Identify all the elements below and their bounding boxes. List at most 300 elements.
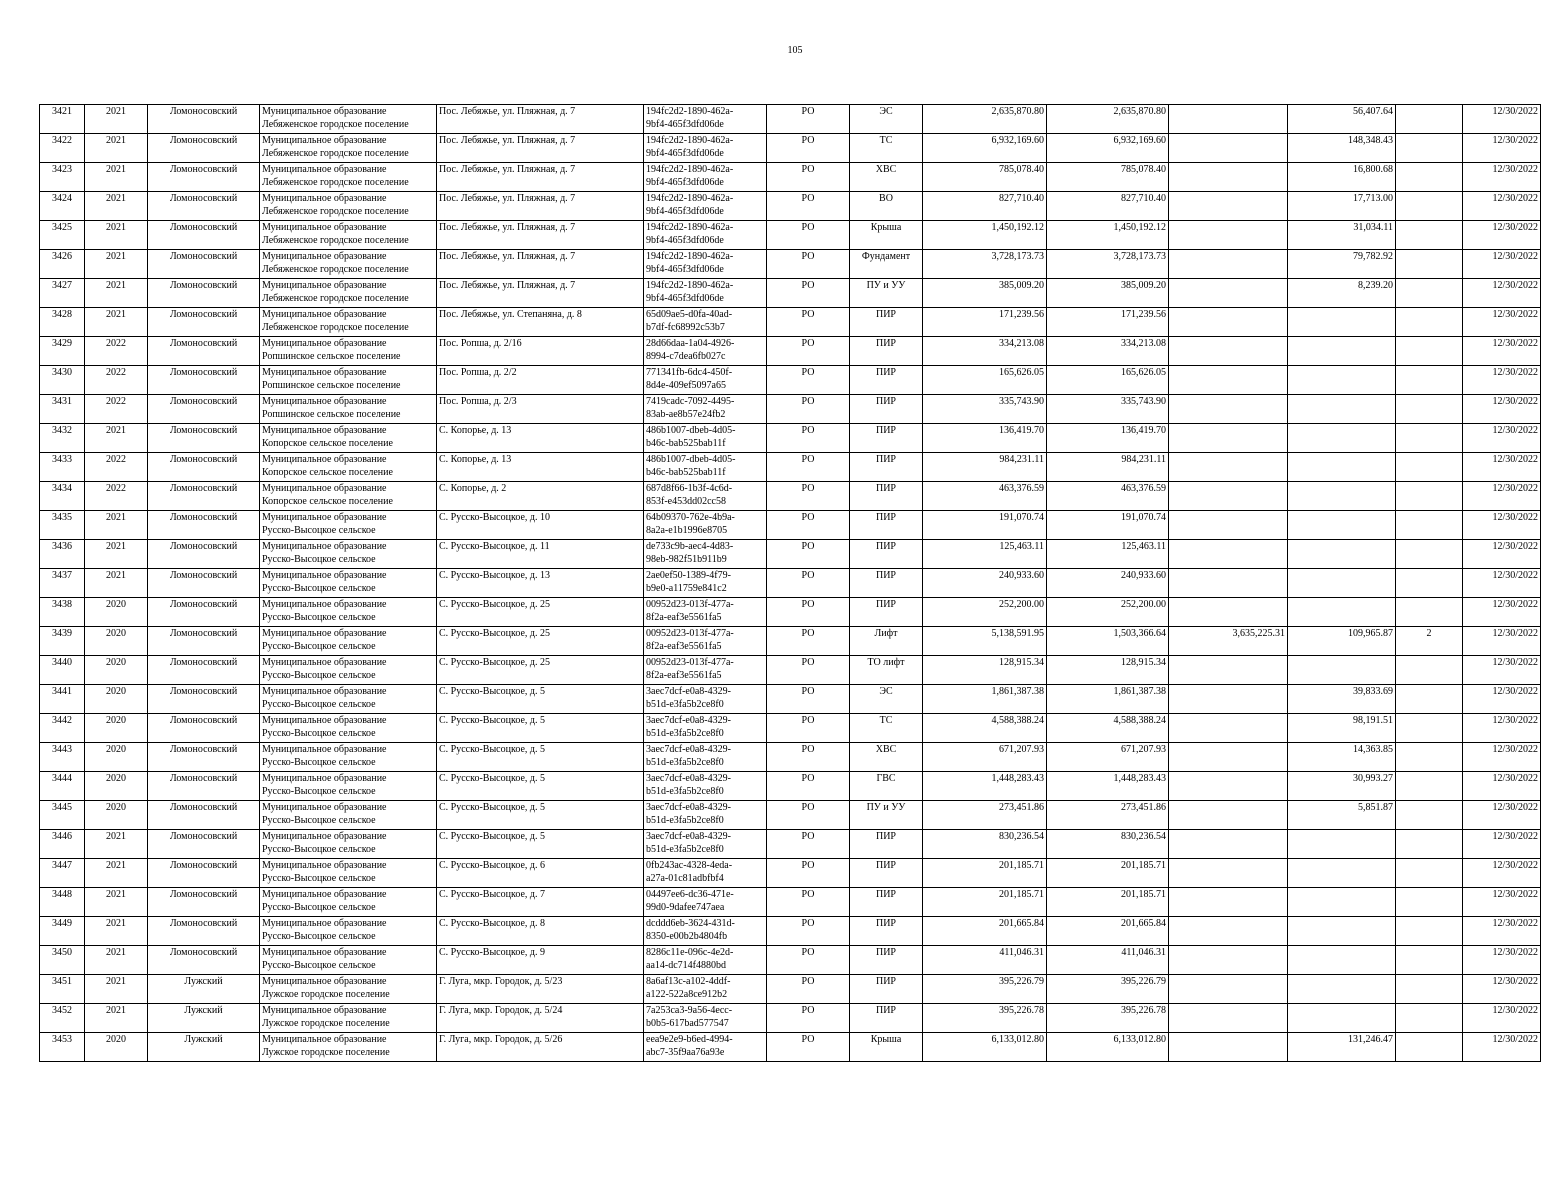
table-row bbox=[40, 453, 1541, 482]
program-type-cell: РО bbox=[767, 105, 850, 134]
program-type-cell: РО bbox=[767, 453, 850, 482]
cost-b-cell bbox=[1169, 656, 1288, 685]
cost-b-cell bbox=[1169, 598, 1288, 627]
row-number: 3429 bbox=[40, 337, 85, 366]
year-cell: 2021 bbox=[85, 192, 148, 221]
cost-c-cell bbox=[1288, 308, 1396, 337]
row-number: 3430 bbox=[40, 366, 85, 395]
house-uuid-cell: de733c9b-aec4-4d83- 98eb-982f51b911b9 bbox=[644, 540, 767, 569]
program-type-cell: РО bbox=[767, 888, 850, 917]
work-type-cell: ПУ и УУ bbox=[850, 801, 923, 830]
program-type-cell: РО bbox=[767, 366, 850, 395]
year-cell: 2021 bbox=[85, 917, 148, 946]
house-uuid-cell: 7a253ca3-9a56-4ecc- b0b5-617bad577547 bbox=[644, 1004, 767, 1033]
row-number: 3450 bbox=[40, 946, 85, 975]
work-type-cell: ПИР bbox=[850, 511, 923, 540]
cost-c-cell bbox=[1288, 366, 1396, 395]
house-uuid-cell: 8286c11e-096c-4e2d- aa14-dc714f4880bd bbox=[644, 946, 767, 975]
program-type-cell: РО bbox=[767, 1004, 850, 1033]
district-cell: Ломоносовский bbox=[148, 134, 260, 163]
municipality-cell: Муниципальное образование Лебяженское городское поселение bbox=[260, 192, 437, 221]
cost-c-cell bbox=[1288, 656, 1396, 685]
district-cell: Ломоносовский bbox=[148, 453, 260, 482]
program-type-cell: РО bbox=[767, 859, 850, 888]
year-cell: 2021 bbox=[85, 511, 148, 540]
program-type-cell: РО bbox=[767, 337, 850, 366]
address-cell: С. Русско-Высоцкое, д. 25 bbox=[437, 627, 644, 656]
date-cell: 12/30/2022 bbox=[1463, 163, 1541, 192]
cost-a-cell: 1,448,283.43 bbox=[1047, 772, 1169, 801]
district-cell: Ломоносовский bbox=[148, 308, 260, 337]
house-uuid-cell: 28d66daa-1a04-4926- 8994-c7dea6fb027c bbox=[644, 337, 767, 366]
address-cell: Пос. Ропша, д. 2/16 bbox=[437, 337, 644, 366]
total-cost-cell: 201,665.84 bbox=[923, 917, 1047, 946]
address-cell: Пос. Лебяжье, ул. Пляжная, д. 7 bbox=[437, 163, 644, 192]
total-cost-cell: 385,009.20 bbox=[923, 279, 1047, 308]
date-cell: 12/30/2022 bbox=[1463, 743, 1541, 772]
house-uuid-cell: 0fb243ac-4328-4eda- a27a-01c81adbfbf4 bbox=[644, 859, 767, 888]
date-cell: 12/30/2022 bbox=[1463, 772, 1541, 801]
cost-b-cell bbox=[1169, 888, 1288, 917]
row-number: 3438 bbox=[40, 598, 85, 627]
address-cell: С. Русско-Высоцкое, д. 5 bbox=[437, 830, 644, 859]
total-cost-cell: 1,861,387.38 bbox=[923, 685, 1047, 714]
year-cell: 2021 bbox=[85, 308, 148, 337]
table-row bbox=[40, 917, 1541, 946]
date-cell: 12/30/2022 bbox=[1463, 801, 1541, 830]
municipality-cell: Муниципальное образование Лебяженское городское поселение bbox=[260, 221, 437, 250]
cost-a-cell: 334,213.08 bbox=[1047, 337, 1169, 366]
cost-a-cell: 4,588,388.24 bbox=[1047, 714, 1169, 743]
table-row bbox=[40, 656, 1541, 685]
municipality-cell: Муниципальное образование Русско-Высоцкое сельское bbox=[260, 888, 437, 917]
address-cell: С. Русско-Высоцкое, д. 5 bbox=[437, 685, 644, 714]
quantity-cell bbox=[1396, 395, 1463, 424]
program-type-cell: РО bbox=[767, 250, 850, 279]
work-type-cell: ПИР bbox=[850, 917, 923, 946]
row-number: 3442 bbox=[40, 714, 85, 743]
municipality-cell: Муниципальное образование Русско-Высоцкое сельское bbox=[260, 917, 437, 946]
work-type-cell: ПИР bbox=[850, 859, 923, 888]
table-row bbox=[40, 569, 1541, 598]
house-uuid-cell: 194fc2d2-1890-462a- 9bf4-465f3dfd06de bbox=[644, 134, 767, 163]
table-row bbox=[40, 888, 1541, 917]
total-cost-cell: 411,046.31 bbox=[923, 946, 1047, 975]
cost-a-cell: 395,226.79 bbox=[1047, 975, 1169, 1004]
district-cell: Ломоносовский bbox=[148, 424, 260, 453]
work-type-cell: ПУ и УУ bbox=[850, 279, 923, 308]
cost-c-cell: 14,363.85 bbox=[1288, 743, 1396, 772]
year-cell: 2021 bbox=[85, 250, 148, 279]
district-cell: Лужский bbox=[148, 975, 260, 1004]
district-cell: Ломоносовский bbox=[148, 598, 260, 627]
cost-b-cell bbox=[1169, 308, 1288, 337]
work-type-cell: ПИР bbox=[850, 888, 923, 917]
house-uuid-cell: 00952d23-013f-477a- 8f2a-eaf3e5561fa5 bbox=[644, 627, 767, 656]
house-uuid-cell: 64b09370-762e-4b9a- 8a2a-e1b1996e8705 bbox=[644, 511, 767, 540]
total-cost-cell: 201,185.71 bbox=[923, 859, 1047, 888]
total-cost-cell: 785,078.40 bbox=[923, 163, 1047, 192]
year-cell: 2022 bbox=[85, 366, 148, 395]
row-number: 3422 bbox=[40, 134, 85, 163]
cost-a-cell: 671,207.93 bbox=[1047, 743, 1169, 772]
cost-c-cell: 131,246.47 bbox=[1288, 1033, 1396, 1062]
total-cost-cell: 395,226.79 bbox=[923, 975, 1047, 1004]
table-row bbox=[40, 743, 1541, 772]
house-uuid-cell: 687d8f66-1b3f-4c6d- 853f-e453dd02cc58 bbox=[644, 482, 767, 511]
program-type-cell: РО bbox=[767, 917, 850, 946]
cost-a-cell: 1,503,366.64 bbox=[1047, 627, 1169, 656]
house-uuid-cell: 486b1007-dbeb-4d05- b46c-bab525bab11f bbox=[644, 424, 767, 453]
year-cell: 2020 bbox=[85, 656, 148, 685]
district-cell: Ломоносовский bbox=[148, 859, 260, 888]
date-cell: 12/30/2022 bbox=[1463, 946, 1541, 975]
table-row bbox=[40, 337, 1541, 366]
date-cell: 12/30/2022 bbox=[1463, 627, 1541, 656]
row-number: 3427 bbox=[40, 279, 85, 308]
program-type-cell: РО bbox=[767, 627, 850, 656]
table-row bbox=[40, 279, 1541, 308]
cost-a-cell: 3,728,173.73 bbox=[1047, 250, 1169, 279]
district-cell: Ломоносовский bbox=[148, 337, 260, 366]
row-number: 3433 bbox=[40, 453, 85, 482]
district-cell: Ломоносовский bbox=[148, 685, 260, 714]
total-cost-cell: 1,450,192.12 bbox=[923, 221, 1047, 250]
district-cell: Ломоносовский bbox=[148, 772, 260, 801]
cost-b-cell bbox=[1169, 1004, 1288, 1033]
quantity-cell bbox=[1396, 743, 1463, 772]
cost-b-cell bbox=[1169, 424, 1288, 453]
date-cell: 12/30/2022 bbox=[1463, 105, 1541, 134]
date-cell: 12/30/2022 bbox=[1463, 888, 1541, 917]
cost-a-cell: 201,185.71 bbox=[1047, 888, 1169, 917]
work-type-cell: ПИР bbox=[850, 975, 923, 1004]
quantity-cell bbox=[1396, 1033, 1463, 1062]
row-number: 3434 bbox=[40, 482, 85, 511]
year-cell: 2020 bbox=[85, 743, 148, 772]
work-type-cell: Лифт bbox=[850, 627, 923, 656]
work-type-cell: ТС bbox=[850, 714, 923, 743]
municipality-cell: Муниципальное образование Копорское сельское поселение bbox=[260, 482, 437, 511]
date-cell: 12/30/2022 bbox=[1463, 1004, 1541, 1033]
cost-c-cell bbox=[1288, 946, 1396, 975]
total-cost-cell: 5,138,591.95 bbox=[923, 627, 1047, 656]
year-cell: 2020 bbox=[85, 1033, 148, 1062]
cost-a-cell: 125,463.11 bbox=[1047, 540, 1169, 569]
table-row bbox=[40, 1004, 1541, 1033]
row-number: 3439 bbox=[40, 627, 85, 656]
municipality-cell: Муниципальное образование Русско-Высоцкое сельское bbox=[260, 511, 437, 540]
year-cell: 2020 bbox=[85, 685, 148, 714]
date-cell: 12/30/2022 bbox=[1463, 656, 1541, 685]
cost-a-cell: 171,239.56 bbox=[1047, 308, 1169, 337]
cost-b-cell bbox=[1169, 772, 1288, 801]
table-row bbox=[40, 627, 1541, 656]
work-type-cell: ПИР bbox=[850, 453, 923, 482]
quantity-cell bbox=[1396, 946, 1463, 975]
cost-b-cell: 3,635,225.31 bbox=[1169, 627, 1288, 656]
municipality-cell: Муниципальное образование Русско-Высоцкое сельское bbox=[260, 540, 437, 569]
date-cell: 12/30/2022 bbox=[1463, 279, 1541, 308]
cost-c-cell: 30,993.27 bbox=[1288, 772, 1396, 801]
quantity-cell bbox=[1396, 598, 1463, 627]
cost-c-cell bbox=[1288, 888, 1396, 917]
cost-a-cell: 6,932,169.60 bbox=[1047, 134, 1169, 163]
total-cost-cell: 6,133,012.80 bbox=[923, 1033, 1047, 1062]
total-cost-cell: 252,200.00 bbox=[923, 598, 1047, 627]
quantity-cell bbox=[1396, 163, 1463, 192]
year-cell: 2020 bbox=[85, 598, 148, 627]
work-type-cell: ПИР bbox=[850, 569, 923, 598]
program-type-cell: РО bbox=[767, 134, 850, 163]
row-number: 3445 bbox=[40, 801, 85, 830]
program-type-cell: РО bbox=[767, 714, 850, 743]
municipality-cell: Муниципальное образование Русско-Высоцкое сельское bbox=[260, 830, 437, 859]
cost-b-cell bbox=[1169, 569, 1288, 598]
house-uuid-cell: eea9e2e9-b6ed-4994- abc7-35f9aa76a93e bbox=[644, 1033, 767, 1062]
address-cell: С. Русско-Высоцкое, д. 5 bbox=[437, 743, 644, 772]
quantity-cell bbox=[1396, 859, 1463, 888]
row-number: 3444 bbox=[40, 772, 85, 801]
program-type-cell: РО bbox=[767, 656, 850, 685]
row-number: 3447 bbox=[40, 859, 85, 888]
date-cell: 12/30/2022 bbox=[1463, 1033, 1541, 1062]
quantity-cell bbox=[1396, 1004, 1463, 1033]
date-cell: 12/30/2022 bbox=[1463, 859, 1541, 888]
year-cell: 2020 bbox=[85, 714, 148, 743]
total-cost-cell: 273,451.86 bbox=[923, 801, 1047, 830]
table-row bbox=[40, 511, 1541, 540]
work-type-cell: ПИР bbox=[850, 366, 923, 395]
table-row bbox=[40, 395, 1541, 424]
house-uuid-cell: 194fc2d2-1890-462a- 9bf4-465f3dfd06de bbox=[644, 250, 767, 279]
work-type-cell: ЭС bbox=[850, 685, 923, 714]
table-row bbox=[40, 772, 1541, 801]
house-uuid-cell: 3aec7dcf-e0a8-4329- b51d-e3fa5b2ce8f0 bbox=[644, 830, 767, 859]
cost-b-cell bbox=[1169, 917, 1288, 946]
cost-b-cell bbox=[1169, 250, 1288, 279]
date-cell: 12/30/2022 bbox=[1463, 192, 1541, 221]
district-cell: Ломоносовский bbox=[148, 714, 260, 743]
district-cell: Ломоносовский bbox=[148, 946, 260, 975]
house-uuid-cell: 65d09ae5-d0fa-40ad- b7df-fc68992c53b7 bbox=[644, 308, 767, 337]
date-cell: 12/30/2022 bbox=[1463, 134, 1541, 163]
cost-a-cell: 6,133,012.80 bbox=[1047, 1033, 1169, 1062]
year-cell: 2021 bbox=[85, 540, 148, 569]
program-type-cell: РО bbox=[767, 569, 850, 598]
district-cell: Ломоносовский bbox=[148, 830, 260, 859]
municipality-cell: Муниципальное образование Русско-Высоцкое сельское bbox=[260, 569, 437, 598]
total-cost-cell: 1,448,283.43 bbox=[923, 772, 1047, 801]
cost-c-cell: 79,782.92 bbox=[1288, 250, 1396, 279]
year-cell: 2022 bbox=[85, 395, 148, 424]
house-uuid-cell: 194fc2d2-1890-462a- 9bf4-465f3dfd06de bbox=[644, 163, 767, 192]
quantity-cell bbox=[1396, 511, 1463, 540]
page-number: 105 bbox=[787, 45, 803, 56]
program-type-cell: РО bbox=[767, 221, 850, 250]
quantity-cell bbox=[1396, 482, 1463, 511]
quantity-cell: 2 bbox=[1396, 627, 1463, 656]
row-number: 3424 bbox=[40, 192, 85, 221]
year-cell: 2021 bbox=[85, 1004, 148, 1033]
cost-c-cell bbox=[1288, 1004, 1396, 1033]
district-cell: Ломоносовский bbox=[148, 192, 260, 221]
table-row bbox=[40, 482, 1541, 511]
total-cost-cell: 201,185.71 bbox=[923, 888, 1047, 917]
total-cost-cell: 4,588,388.24 bbox=[923, 714, 1047, 743]
work-type-cell: ГВС bbox=[850, 772, 923, 801]
house-uuid-cell: 3aec7dcf-e0a8-4329- b51d-e3fa5b2ce8f0 bbox=[644, 685, 767, 714]
date-cell: 12/30/2022 bbox=[1463, 598, 1541, 627]
work-type-cell: ПИР bbox=[850, 1004, 923, 1033]
municipality-cell: Муниципальное образование Русско-Высоцкое сельское bbox=[260, 685, 437, 714]
year-cell: 2021 bbox=[85, 946, 148, 975]
cost-b-cell bbox=[1169, 192, 1288, 221]
quantity-cell bbox=[1396, 888, 1463, 917]
address-cell: Пос. Ропша, д. 2/3 bbox=[437, 395, 644, 424]
quantity-cell bbox=[1396, 714, 1463, 743]
program-type-cell: РО bbox=[767, 946, 850, 975]
table-row bbox=[40, 424, 1541, 453]
year-cell: 2021 bbox=[85, 424, 148, 453]
municipality-cell: Муниципальное образование Русско-Высоцкое сельское bbox=[260, 714, 437, 743]
cost-b-cell bbox=[1169, 946, 1288, 975]
municipality-cell: Муниципальное образование Русско-Высоцкое сельское bbox=[260, 859, 437, 888]
municipality-cell: Муниципальное образование Ропшинское сельское поселение bbox=[260, 395, 437, 424]
cost-c-cell bbox=[1288, 424, 1396, 453]
work-type-cell: ПИР bbox=[850, 598, 923, 627]
date-cell: 12/30/2022 bbox=[1463, 453, 1541, 482]
address-cell: Г. Луга, мкр. Городок, д. 5/23 bbox=[437, 975, 644, 1004]
total-cost-cell: 2,635,870.80 bbox=[923, 105, 1047, 134]
address-cell: С. Русско-Высоцкое, д. 6 bbox=[437, 859, 644, 888]
cost-b-cell bbox=[1169, 337, 1288, 366]
date-cell: 12/30/2022 bbox=[1463, 221, 1541, 250]
cost-a-cell: 463,376.59 bbox=[1047, 482, 1169, 511]
address-cell: С. Русско-Высоцкое, д. 7 bbox=[437, 888, 644, 917]
date-cell: 12/30/2022 bbox=[1463, 511, 1541, 540]
date-cell: 12/30/2022 bbox=[1463, 917, 1541, 946]
cost-c-cell bbox=[1288, 917, 1396, 946]
year-cell: 2021 bbox=[85, 105, 148, 134]
house-uuid-cell: dcddd6eb-3624-431d- 8350-e00b2b4804fb bbox=[644, 917, 767, 946]
district-cell: Ломоносовский bbox=[148, 482, 260, 511]
date-cell: 12/30/2022 bbox=[1463, 569, 1541, 598]
total-cost-cell: 984,231.11 bbox=[923, 453, 1047, 482]
cost-a-cell: 335,743.90 bbox=[1047, 395, 1169, 424]
work-type-cell: Фундамент bbox=[850, 250, 923, 279]
work-type-cell: ПИР bbox=[850, 830, 923, 859]
year-cell: 2021 bbox=[85, 975, 148, 1004]
municipality-cell: Муниципальное образование Русско-Высоцкое сельское bbox=[260, 627, 437, 656]
house-uuid-cell: 194fc2d2-1890-462a- 9bf4-465f3dfd06de bbox=[644, 192, 767, 221]
quantity-cell bbox=[1396, 105, 1463, 134]
total-cost-cell: 125,463.11 bbox=[923, 540, 1047, 569]
quantity-cell bbox=[1396, 569, 1463, 598]
program-type-cell: РО bbox=[767, 540, 850, 569]
cost-a-cell: 201,665.84 bbox=[1047, 917, 1169, 946]
municipality-cell: Муниципальное образование Русско-Высоцкое сельское bbox=[260, 772, 437, 801]
cost-c-cell bbox=[1288, 482, 1396, 511]
cost-c-cell bbox=[1288, 830, 1396, 859]
row-number: 3440 bbox=[40, 656, 85, 685]
table-row bbox=[40, 250, 1541, 279]
cost-b-cell bbox=[1169, 540, 1288, 569]
cost-b-cell bbox=[1169, 395, 1288, 424]
district-cell: Ломоносовский bbox=[148, 395, 260, 424]
work-type-cell: ВО bbox=[850, 192, 923, 221]
district-cell: Ломоносовский bbox=[148, 656, 260, 685]
district-cell: Лужский bbox=[148, 1033, 260, 1062]
address-cell: С. Русско-Высоцкое, д. 5 bbox=[437, 772, 644, 801]
municipality-cell: Муниципальное образование Русско-Высоцкое сельское bbox=[260, 743, 437, 772]
total-cost-cell: 165,626.05 bbox=[923, 366, 1047, 395]
work-type-cell: ТС bbox=[850, 134, 923, 163]
address-cell: Пос. Лебяжье, ул. Пляжная, д. 7 bbox=[437, 250, 644, 279]
total-cost-cell: 827,710.40 bbox=[923, 192, 1047, 221]
cost-b-cell bbox=[1169, 105, 1288, 134]
municipality-cell: Муниципальное образование Лебяженское городское поселение bbox=[260, 279, 437, 308]
table-row bbox=[40, 221, 1541, 250]
cost-a-cell: 1,861,387.38 bbox=[1047, 685, 1169, 714]
total-cost-cell: 128,915.34 bbox=[923, 656, 1047, 685]
municipality-cell: Муниципальное образование Русско-Высоцкое сельское bbox=[260, 598, 437, 627]
date-cell: 12/30/2022 bbox=[1463, 975, 1541, 1004]
work-type-cell: ТО лифт bbox=[850, 656, 923, 685]
district-cell: Ломоносовский bbox=[148, 250, 260, 279]
row-number: 3431 bbox=[40, 395, 85, 424]
address-cell: С. Русско-Высоцкое, д. 5 bbox=[437, 801, 644, 830]
quantity-cell bbox=[1396, 192, 1463, 221]
cost-a-cell: 273,451.86 bbox=[1047, 801, 1169, 830]
total-cost-cell: 6,932,169.60 bbox=[923, 134, 1047, 163]
year-cell: 2022 bbox=[85, 482, 148, 511]
cost-c-cell bbox=[1288, 511, 1396, 540]
district-cell: Ломоносовский bbox=[148, 105, 260, 134]
district-cell: Ломоносовский bbox=[148, 627, 260, 656]
cost-c-cell: 31,034.11 bbox=[1288, 221, 1396, 250]
cost-b-cell bbox=[1169, 743, 1288, 772]
house-uuid-cell: 00952d23-013f-477a- 8f2a-eaf3e5561fa5 bbox=[644, 598, 767, 627]
total-cost-cell: 171,239.56 bbox=[923, 308, 1047, 337]
cost-a-cell: 827,710.40 bbox=[1047, 192, 1169, 221]
municipality-cell: Муниципальное образование Лебяженское городское поселение bbox=[260, 250, 437, 279]
municipality-cell: Муниципальное образование Лебяженское городское поселение bbox=[260, 105, 437, 134]
cost-b-cell bbox=[1169, 366, 1288, 395]
cost-c-cell: 148,348.43 bbox=[1288, 134, 1396, 163]
cost-b-cell bbox=[1169, 221, 1288, 250]
address-cell: С. Русско-Высоцкое, д. 9 bbox=[437, 946, 644, 975]
municipality-cell: Муниципальное образование Лебяженское городское поселение bbox=[260, 134, 437, 163]
house-uuid-cell: 771341fb-6dc4-450f- 8d4e-409ef5097a65 bbox=[644, 366, 767, 395]
date-cell: 12/30/2022 bbox=[1463, 250, 1541, 279]
program-type-cell: РО bbox=[767, 801, 850, 830]
district-cell: Ломоносовский bbox=[148, 917, 260, 946]
cost-c-cell bbox=[1288, 395, 1396, 424]
year-cell: 2021 bbox=[85, 569, 148, 598]
cost-c-cell: 16,800.68 bbox=[1288, 163, 1396, 192]
table-row bbox=[40, 801, 1541, 830]
cost-c-cell: 56,407.64 bbox=[1288, 105, 1396, 134]
program-type-cell: РО bbox=[767, 395, 850, 424]
row-number: 3421 bbox=[40, 105, 85, 134]
municipality-cell: Муниципальное образование Лужское городское поселение bbox=[260, 975, 437, 1004]
address-cell: С. Русско-Высоцкое, д. 8 bbox=[437, 917, 644, 946]
cost-a-cell: 411,046.31 bbox=[1047, 946, 1169, 975]
house-uuid-cell: 3aec7dcf-e0a8-4329- b51d-e3fa5b2ce8f0 bbox=[644, 743, 767, 772]
quantity-cell bbox=[1396, 917, 1463, 946]
district-cell: Ломоносовский bbox=[148, 801, 260, 830]
